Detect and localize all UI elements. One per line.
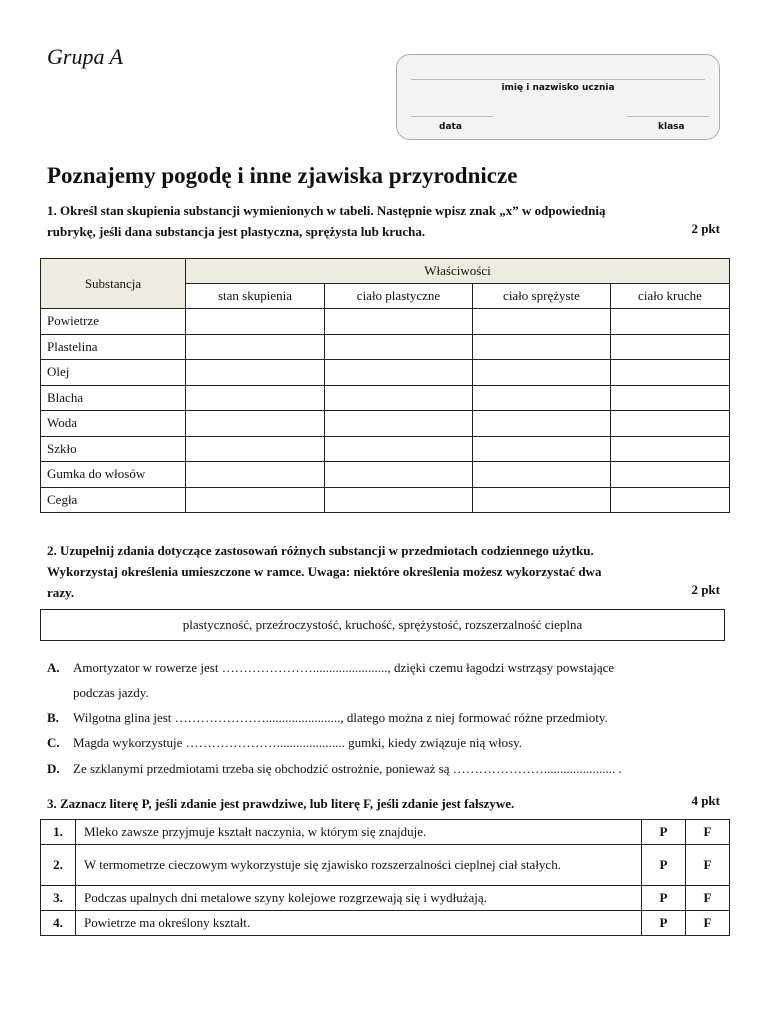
q3-instructions: 3. Zaznacz literę P, jeśli zdanie jest prawdziwe, lub literę F, jeśli zdanie jest fałszywe.	[47, 796, 515, 811]
answer-cell[interactable]	[473, 360, 611, 386]
sentence-b	[47, 710, 608, 726]
answer-cell[interactable]	[473, 487, 611, 513]
q2-instructions	[47, 540, 737, 603]
table-row	[41, 886, 730, 911]
class-label: klasa	[658, 122, 685, 132]
statement-number: 3.	[41, 886, 76, 911]
col-properties: Właściwości	[186, 259, 730, 284]
table-row	[41, 385, 730, 411]
q3-points: 4 pkt	[691, 793, 720, 808]
sentence-letter: D.	[47, 761, 60, 776]
statement-number: 2.	[41, 845, 76, 886]
answer-cell[interactable]	[473, 462, 611, 488]
statement-number: 4.	[41, 911, 76, 936]
answer-cell[interactable]	[186, 309, 325, 335]
table-row	[41, 411, 730, 437]
statement-text: Podczas upalnych dni metalowe szyny kolejowe rozgrzewają się i wydłużają.	[76, 886, 642, 911]
sentence-letter: C.	[47, 735, 60, 750]
table-row	[41, 911, 730, 936]
sentence-d	[47, 761, 622, 777]
row-substance: Cegła	[41, 487, 186, 513]
subcol-plastic: ciało plastyczne	[325, 284, 473, 309]
table-row	[41, 462, 730, 488]
row-substance: Gumka do włosów	[41, 462, 186, 488]
row-substance: Plastelina	[41, 334, 186, 360]
substance-table	[40, 258, 730, 513]
true-false-table	[40, 819, 730, 936]
date-label: data	[439, 122, 462, 132]
table-row	[41, 309, 730, 335]
subcol-elastic: ciało sprężyste	[473, 284, 611, 309]
answer-cell[interactable]	[473, 334, 611, 360]
row-substance: Blacha	[41, 385, 186, 411]
row-substance: Szkło	[41, 436, 186, 462]
option-true[interactable]: P	[642, 886, 686, 911]
student-id-box	[396, 54, 720, 140]
statement-text: W termometrze cieczowym wykorzystuje się zjawisko rozszerzalności cieplnej ciał stałych.	[76, 845, 642, 886]
statement-text: Powietrze ma określony kształt.	[76, 911, 642, 936]
answer-cell[interactable]	[611, 334, 730, 360]
date-line	[411, 116, 493, 117]
table-row	[41, 487, 730, 513]
answer-cell[interactable]	[325, 334, 473, 360]
answer-cell[interactable]	[611, 360, 730, 386]
subcol-brittle: ciało kruche	[611, 284, 730, 309]
sentence-c	[47, 735, 522, 751]
answer-cell[interactable]	[473, 309, 611, 335]
q2-line1: 2. Uzupełnij zdania dotyczące zastosowań różnych substancji w przedmiotach codziennego użytku.	[47, 543, 594, 558]
answer-cell[interactable]	[473, 385, 611, 411]
answer-cell[interactable]	[186, 385, 325, 411]
name-label: imię i nazwisko ucznia	[501, 83, 615, 93]
q2-points: 2 pkt	[691, 582, 720, 597]
sentence-letter: A.	[47, 660, 60, 675]
subcol-state: stan skupienia	[186, 284, 325, 309]
answer-cell[interactable]	[611, 385, 730, 411]
answer-cell[interactable]	[611, 487, 730, 513]
option-true[interactable]: P	[642, 911, 686, 936]
sentence-text[interactable]: Amortyzator w rowerze jest …………………......................., dzięki czemu łagodzi wstrząsy powstające	[73, 660, 615, 675]
page-title: Poznajemy pogodę i inne zjawiska przyrodnicze	[47, 163, 518, 188]
group-title: Grupa A	[47, 44, 123, 69]
option-false[interactable]: F	[686, 845, 730, 886]
sentence-a	[47, 660, 614, 676]
answer-cell[interactable]	[325, 487, 473, 513]
answer-cell[interactable]	[325, 462, 473, 488]
answer-cell[interactable]	[186, 436, 325, 462]
answer-cell[interactable]	[186, 411, 325, 437]
table-row	[41, 334, 730, 360]
option-true[interactable]: P	[642, 820, 686, 845]
answer-cell[interactable]	[325, 385, 473, 411]
class-line	[627, 116, 709, 117]
q2-line2: Wykorzystaj określenia umieszczone w ramce. Uwaga: niektóre określenia możesz wykorzystać dwa	[47, 564, 602, 579]
answer-cell[interactable]	[186, 487, 325, 513]
q1-line1: 1. Określ stan skupienia substancji wymienionych w tabeli. Następnie wpisz znak „x” w odpowiednią	[47, 203, 606, 218]
option-false[interactable]: F	[686, 886, 730, 911]
name-line	[411, 79, 705, 80]
table-row	[41, 845, 730, 886]
row-substance: Olej	[41, 360, 186, 386]
option-false[interactable]: F	[686, 911, 730, 936]
sentence-letter: B.	[47, 710, 59, 725]
option-false[interactable]: F	[686, 820, 730, 845]
answer-cell[interactable]	[186, 334, 325, 360]
sentence-text[interactable]: Magda wykorzystuje …………………..................... gumki, kiedy związuje nią włosy.	[73, 735, 523, 750]
q1-line2: rubrykę, jeśli dana substancja jest plastyczna, sprężysta lub krucha.	[47, 224, 426, 239]
sentence-text[interactable]: Wilgotna glina jest …………………......................., dlatego można z niej formować różne przedmioty.	[73, 710, 608, 725]
answer-cell[interactable]	[611, 309, 730, 335]
row-substance: Woda	[41, 411, 186, 437]
answer-cell[interactable]	[611, 411, 730, 437]
row-substance: Powietrze	[41, 309, 186, 335]
col-substance: Substancja	[41, 259, 186, 309]
table-row	[41, 360, 730, 386]
answer-cell[interactable]	[186, 360, 325, 386]
word-box: plastyczność, przeźroczystość, kruchość, sprężystość, rozszerzalność cieplna	[40, 609, 725, 641]
answer-cell[interactable]	[473, 411, 611, 437]
q1-instructions	[47, 200, 737, 242]
answer-cell[interactable]	[611, 436, 730, 462]
option-true[interactable]: P	[642, 845, 686, 886]
answer-cell[interactable]	[186, 462, 325, 488]
answer-cell[interactable]	[473, 436, 611, 462]
sentence-text[interactable]: Ze szklanymi przedmiotami trzeba się obchodzić ostrożnie, ponieważ są …………………...................... .	[73, 761, 622, 776]
answer-cell[interactable]	[325, 309, 473, 335]
answer-cell[interactable]	[325, 360, 473, 386]
answer-cell[interactable]	[325, 436, 473, 462]
q2-line3: razy.	[47, 585, 75, 600]
table-row	[41, 436, 730, 462]
answer-cell[interactable]	[325, 411, 473, 437]
table-row	[41, 820, 730, 845]
q1-points: 2 pkt	[691, 221, 720, 236]
answer-cell[interactable]	[611, 462, 730, 488]
statement-number: 1.	[41, 820, 76, 845]
sentence-a-cont: podczas jazdy.	[73, 685, 149, 700]
statement-text: Mleko zawsze przyjmuje kształt naczynia, w którym się znajduje.	[76, 820, 642, 845]
